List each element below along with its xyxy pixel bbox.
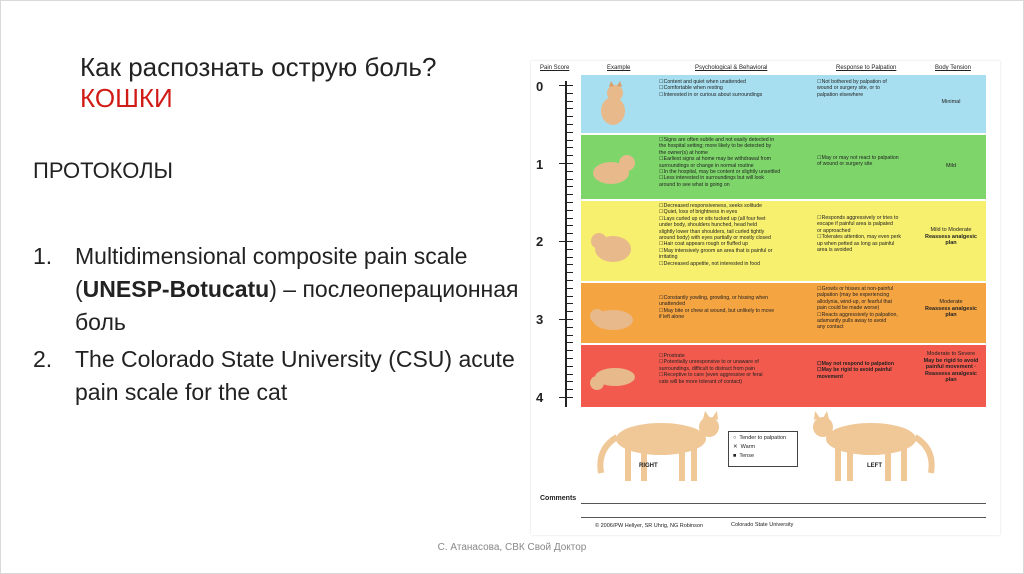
pain-band-2	[581, 201, 986, 281]
psych-line: ☐ Lays curled up or sits tucked up (all four feet	[659, 216, 772, 222]
scale-tick	[567, 179, 573, 180]
scale-tick	[567, 218, 573, 219]
psych-line: ☐ Potentially unresponsive to or unaware of	[659, 359, 763, 365]
tension-level: Moderate	[939, 299, 963, 305]
palpation-cell-3	[817, 286, 898, 331]
tension-cell-0	[920, 99, 982, 106]
pain-band-0	[581, 75, 986, 133]
scale-tick	[559, 397, 573, 398]
scale-tick	[567, 155, 573, 156]
psych-line: around to see what is going on	[659, 181, 730, 188]
legend-label: Warm	[740, 444, 756, 450]
protocol-list	[33, 240, 523, 413]
psych-line: surroundings, difficult to distract from pain	[659, 365, 755, 372]
psych-line: irritating	[659, 254, 678, 261]
legend-label: Tense	[739, 453, 755, 459]
tension-cell-3	[920, 299, 982, 319]
pain-band-1	[581, 135, 986, 199]
scale-tick	[567, 147, 573, 148]
scale-number-0: 0	[536, 79, 544, 94]
tension-level: Minimal	[941, 99, 961, 105]
header-pain-score: Pain Score	[540, 65, 570, 71]
scale-tick	[567, 280, 573, 281]
palpation-line: ☐ Growls or hisses at non-painful	[817, 286, 898, 292]
scale-tick	[567, 303, 573, 304]
copyright-credit: © 2006/PW Hellyer, SR Uhrig, NG Robinson	[595, 523, 703, 529]
comment-line	[581, 517, 986, 518]
psych-cell-4	[659, 353, 763, 385]
header-example: Example	[607, 65, 631, 71]
scale-tick	[567, 296, 573, 297]
psych-cell-3	[659, 295, 774, 321]
scale-number-3: 3	[536, 312, 544, 327]
title-line-2: КОШКИ	[80, 83, 173, 113]
scale-tick	[567, 358, 573, 359]
list-number: 1.	[33, 243, 53, 269]
scale-tick	[567, 342, 573, 343]
psych-line: the owner(s) at home	[659, 149, 709, 156]
protocols-heading: ПРОТОКОЛЫ	[33, 158, 174, 183]
scale-tick	[567, 249, 573, 250]
cat-right-side-diagram	[600, 411, 719, 481]
palpation-cell-4	[817, 361, 894, 380]
scale-tick	[567, 264, 573, 265]
psych-line: ☐ Quiet, loss of brightness in eyes	[659, 209, 772, 215]
palpation-line: ☐ May not respond to palpation	[817, 361, 894, 367]
tension-level: Mild	[945, 163, 957, 169]
psych-line: slightly lower than shoulders, tail curled tightly	[659, 228, 765, 235]
psych-line: ☐ Hair coat appears rough or fluffed up	[659, 241, 772, 247]
palpation-cell-0	[817, 79, 887, 98]
tension-level: Mild to Moderate	[930, 227, 972, 233]
header-tension: Body Tension	[935, 65, 971, 71]
psych-line: ☐ Constantly yowling, growling, or hissing when	[659, 295, 774, 301]
palpation-line: or approached	[817, 227, 851, 234]
square-icon: ■	[733, 453, 737, 459]
scale-tick	[567, 225, 573, 226]
reassess-plan: Reassess analgesic plan	[925, 233, 977, 246]
cat-lying-icon	[587, 289, 639, 337]
scale-tick	[567, 93, 573, 94]
scale-tick	[567, 124, 573, 125]
slide-title	[80, 52, 436, 114]
palpation-line: allodynia, wind-up, or fearful that	[817, 298, 892, 305]
scale-tick	[567, 381, 573, 382]
psych-line: ☐ May intensively groom an area that is painful or	[659, 248, 772, 254]
scale-tick	[567, 374, 573, 375]
palpation-line: up when petted as long as painful	[817, 240, 895, 247]
scale-tick	[567, 140, 573, 141]
scale-tick	[567, 101, 573, 102]
psych-line: ☐ May bite or chew at wound, but unlikely to move	[659, 308, 774, 314]
scale-tick	[567, 327, 573, 328]
cat-prostrate-icon	[587, 351, 639, 401]
palpation-line: adamantly pulls away to avoid	[817, 318, 887, 325]
psych-line: ☐ Less interested in surroundings but will look	[659, 175, 780, 181]
palpation-line: ☐ Responds aggressively or tries to	[817, 215, 901, 221]
list-text-part: Multidimensional composite pain scale (	[75, 243, 468, 302]
psych-line: ☐ Prostrate	[659, 353, 763, 359]
palpation-line: movement	[817, 373, 843, 380]
scale-tick	[567, 366, 573, 367]
palpation-line: ☐ May or may not react to palpation	[817, 155, 899, 161]
palpation-line: of wound or surgery site	[817, 161, 873, 168]
scale-tick	[567, 389, 573, 390]
tension-cell-2	[920, 227, 982, 247]
tension-cell-1	[920, 163, 982, 170]
scale-tick	[567, 272, 573, 273]
cat-resting-icon	[587, 141, 639, 193]
psych-line: ☐ Interested in or curious about surroundings	[659, 92, 762, 98]
psych-line: ☐ Decreased responsiveness, seeks solitude	[659, 203, 772, 209]
palpation-line: palpation elsewhere	[817, 91, 864, 98]
legend-label: Tender to palpation	[739, 435, 787, 441]
palpation-line: escape if painful area is palpated	[817, 221, 893, 228]
scale-tick	[559, 241, 573, 242]
university-logo-text: Colorado State University	[731, 522, 794, 528]
psych-line: ☐ Decreased appetite, not interested in food	[659, 261, 772, 267]
reassess-plan: Reassess analgesic plan	[925, 305, 977, 318]
psych-line: if left alone	[659, 314, 685, 321]
list-text: The Colorado State University (CSU) acute pain scale for the cat	[75, 346, 515, 405]
header-palpation: Response to Palpation	[836, 65, 897, 71]
psych-line: ☐ Signs are often subtle and not easily detected in	[659, 137, 780, 143]
scale-tick	[567, 108, 573, 109]
psych-line: ☐ Content and quiet when unattended	[659, 79, 762, 85]
cross-icon: ✕	[733, 444, 738, 450]
scale-tick	[559, 163, 573, 164]
list-text-bold: UNESP-Botucatu	[82, 276, 270, 302]
pain-band-4	[581, 345, 986, 407]
list-number: 2.	[33, 346, 53, 372]
list-item	[33, 343, 523, 409]
legend-row	[733, 452, 793, 461]
scale-tick	[567, 311, 573, 312]
psych-line: ☐ Receptive to care (even aggressive or feral	[659, 372, 763, 378]
palpation-line: ☐ Tolerates attention, may even perk	[817, 234, 901, 240]
psych-line: around body) with eyes partially or mostly closed	[659, 235, 771, 242]
scale-tick	[567, 171, 573, 172]
palpation-line: ☐ Not bothered by palpation of	[817, 79, 887, 85]
left-label: LEFT	[867, 463, 882, 469]
comments-label: Comments	[540, 495, 577, 502]
slide-footer: С. Атанасова, СВК Свой Доктор	[437, 542, 587, 553]
scale-tick	[567, 257, 573, 258]
psych-cell-0	[659, 79, 762, 98]
scale-tick	[567, 233, 573, 234]
circle-icon: ○	[733, 435, 737, 441]
psych-line: the hospital setting; more likely to be detected by	[659, 143, 772, 150]
scale-tick	[567, 186, 573, 187]
right-label: RIGHT	[639, 463, 658, 469]
palpation-line: palpation (may be experiencing	[817, 292, 890, 299]
psych-line: surroundings or change in normal routine	[659, 162, 754, 169]
palpation-line: ☐ May be rigid to avoid painful	[817, 367, 894, 373]
scale-tick	[567, 288, 573, 289]
psych-line: ☐ Comfortable when resting	[659, 85, 762, 91]
palpation-line: ☐ Reacts aggressively to palpation,	[817, 312, 898, 318]
scale-tick	[567, 350, 573, 351]
header-psych: Psychological & Behavioral	[695, 65, 768, 71]
palpation-line: wound or surgery site, or to	[817, 85, 880, 92]
scale-tick	[567, 132, 573, 133]
psych-line: cats will be more tolerant of contact)	[659, 378, 743, 385]
scale-tick	[559, 85, 573, 86]
scale-tick	[567, 335, 573, 336]
scale-tick	[567, 116, 573, 117]
list-text	[75, 240, 523, 339]
cat-sitting-icon	[587, 81, 639, 127]
legend-row	[733, 443, 793, 452]
scale-number-4: 4	[536, 390, 544, 405]
pain-band-3	[581, 283, 986, 343]
scale-tick	[559, 319, 573, 320]
tension-cell-4	[920, 351, 982, 384]
cat-left-side-diagram	[813, 411, 932, 481]
legend-row	[733, 434, 793, 443]
psych-line: ☐ Earliest signs at home may be withdrawal from	[659, 156, 780, 162]
palpation-line: pain could be made worse)	[817, 305, 880, 312]
palpation-cell-2	[817, 215, 901, 253]
scale-number-1: 1	[536, 157, 544, 172]
scale-tick	[567, 202, 573, 203]
palpation-line: area is avoided	[817, 247, 853, 254]
palpation-legend	[728, 431, 798, 467]
palpation-cell-1	[817, 155, 899, 168]
psych-line: unattended	[659, 301, 685, 308]
reassess-plan: May be rigid to avoid painful movement · Reassess analgesic plan	[923, 357, 979, 383]
psych-line: ☐ In the hospital, may be content or slightly unsettled	[659, 169, 780, 175]
comment-line	[581, 503, 986, 504]
palpation-line: any contact	[817, 324, 844, 331]
title-line-1: Как распознать острую боль?	[80, 52, 437, 82]
list-item	[33, 240, 523, 339]
psych-line: under body, shoulders hunched, head held	[659, 222, 757, 229]
scale-tick	[567, 194, 573, 195]
scale-number-2: 2	[536, 234, 544, 249]
csu-pain-scale-chart	[531, 61, 1000, 535]
cat-hunched-icon	[587, 207, 639, 275]
psych-cell-1	[659, 137, 780, 188]
tension-level: Moderate to Severe	[926, 351, 976, 357]
scale-tick	[567, 210, 573, 211]
list-text-part: ) – послеоперационная боль	[75, 276, 519, 335]
psych-cell-2	[659, 203, 772, 267]
